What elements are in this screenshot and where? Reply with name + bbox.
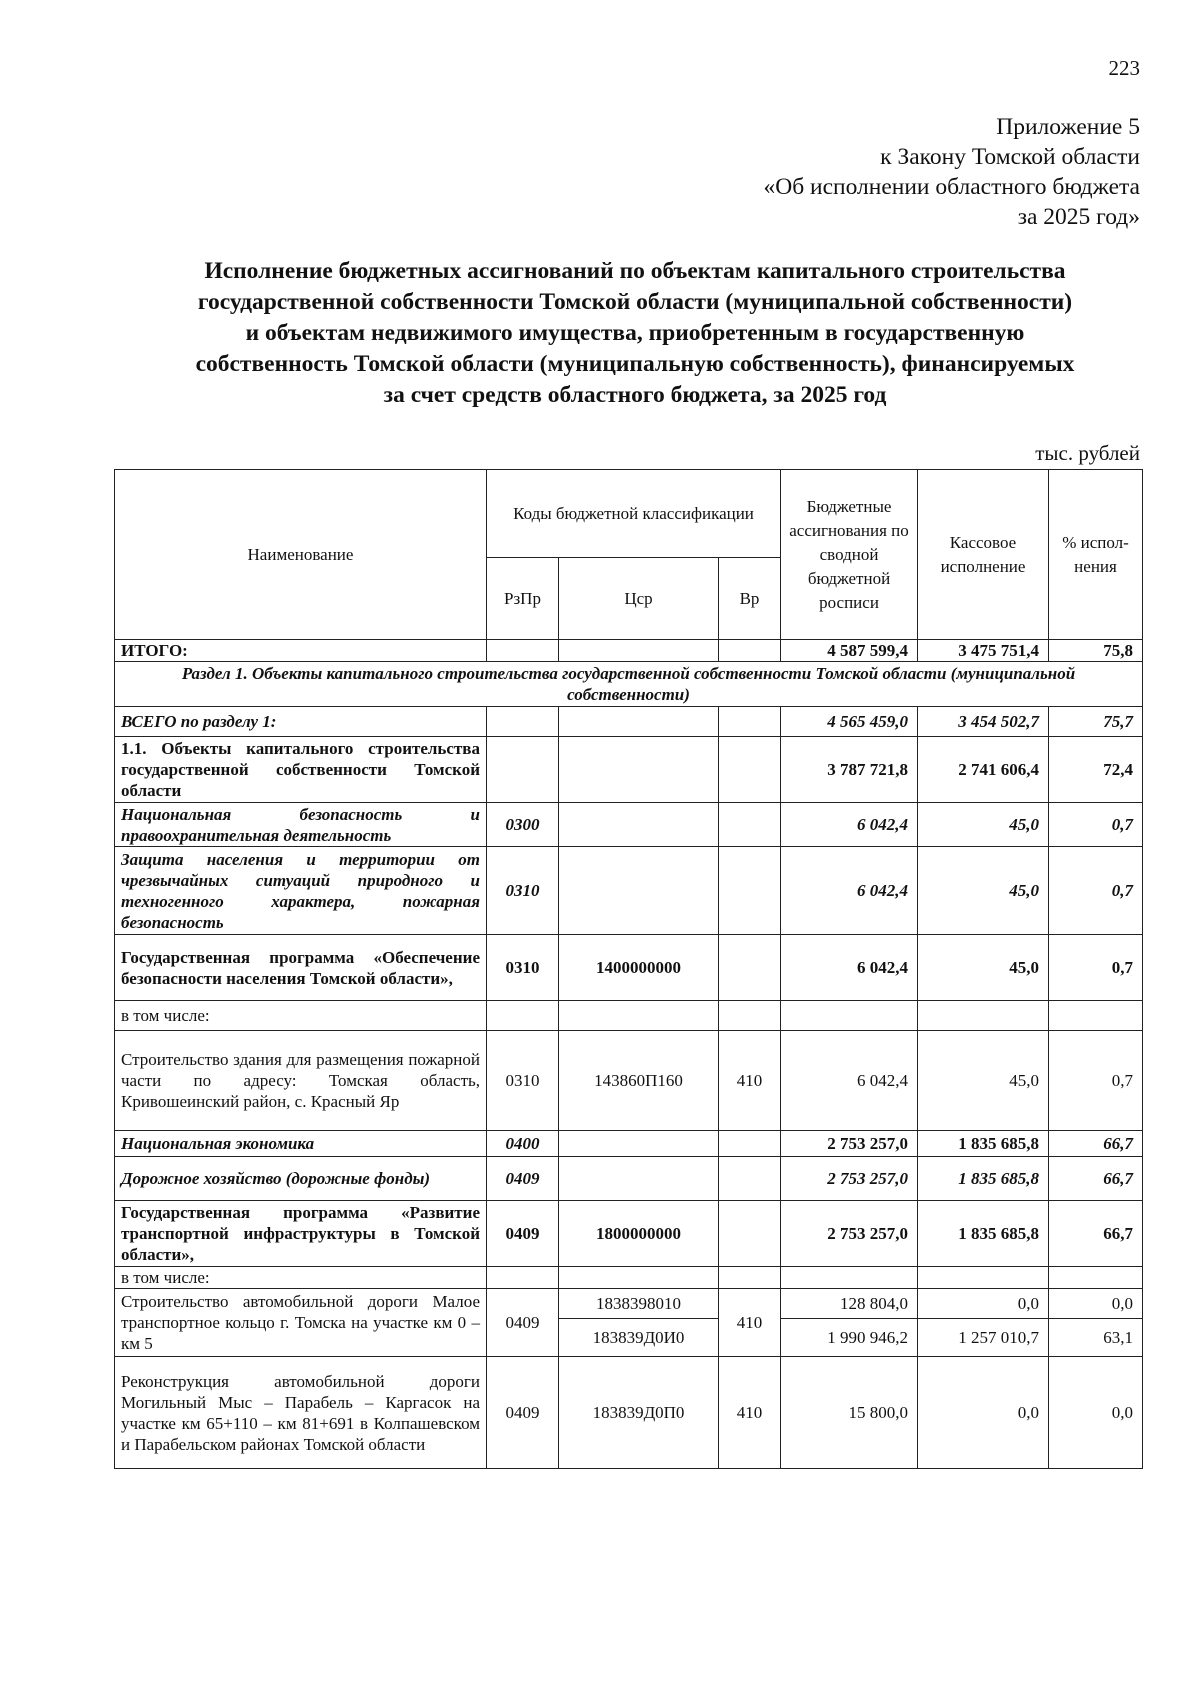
table-row	[115, 1357, 1143, 1469]
cell-vr	[719, 1157, 781, 1201]
cell-percent: 66,7	[1049, 1131, 1143, 1157]
cell-vr	[719, 1201, 781, 1267]
appendix-line: к Закону Томской области	[880, 144, 1140, 170]
cell-csr	[559, 737, 719, 803]
cell-budget: 2 753 257,0	[781, 1201, 918, 1267]
cell-cash: 45,0	[918, 847, 1049, 935]
header-percent: % испол-нения	[1049, 470, 1143, 640]
cell-csr: 183839Д0И0	[559, 1319, 719, 1357]
cell-budget: 6 042,4	[781, 1031, 918, 1131]
cell-percent: 72,4	[1049, 737, 1143, 803]
table-row	[115, 707, 1143, 737]
cell-name: Строительство автомобильной дороги Малое транспортное кольцо г. Томска на участке км 0 – км 5	[115, 1289, 487, 1357]
cell-budget: 15 800,0	[781, 1357, 918, 1469]
cell-csr	[559, 1267, 719, 1289]
cell-budget	[781, 1001, 918, 1031]
cell-budget: 6 042,4	[781, 935, 918, 1001]
cell-name: ИТОГО:	[115, 640, 487, 662]
cell-budget: 128 804,0	[781, 1289, 918, 1319]
cell-percent: 75,7	[1049, 707, 1143, 737]
cell-budget: 2 753 257,0	[781, 1131, 918, 1157]
table-row	[115, 1267, 1143, 1289]
cell-rzpr: 0400	[487, 1131, 559, 1157]
cell-percent	[1049, 1267, 1143, 1289]
table-row	[115, 935, 1143, 1001]
cell-cash: 45,0	[918, 1031, 1049, 1131]
cell-vr	[719, 1131, 781, 1157]
cell-budget: 6 042,4	[781, 803, 918, 847]
cell-csr: 183839Д0П0	[559, 1357, 719, 1469]
table-row	[115, 847, 1143, 935]
table-row-total	[115, 640, 1143, 662]
appendix-header	[600, 112, 1140, 232]
cell-csr: 1838398010	[559, 1289, 719, 1319]
cell-cash: 45,0	[918, 935, 1049, 1001]
cell-csr	[559, 640, 719, 662]
cell-vr	[719, 847, 781, 935]
title-line: Исполнение бюджетных ассигнований по объектам капитального строительства	[204, 258, 1066, 284]
cell-cash	[918, 1001, 1049, 1031]
cell-percent	[1049, 1001, 1143, 1031]
cell-rzpr	[487, 1001, 559, 1031]
cell-budget: 2 753 257,0	[781, 1157, 918, 1201]
cell-vr	[719, 935, 781, 1001]
cell-cash: 45,0	[918, 803, 1049, 847]
cell-rzpr	[487, 640, 559, 662]
cell-cash: 0,0	[918, 1289, 1049, 1319]
header-cash: Кассовое исполнение	[918, 470, 1049, 640]
header-rzpr: РзПр	[487, 558, 559, 640]
cell-rzpr: 0409	[487, 1357, 559, 1469]
cell-name: Государственная программа «Развитие транспортной инфраструктуры в Томской области»,	[115, 1201, 487, 1267]
cell-csr	[559, 847, 719, 935]
cell-rzpr: 0409	[487, 1157, 559, 1201]
table-row	[115, 1157, 1143, 1201]
cell-name: 1.1. Объекты капитального строительства государственной собственности Томской области	[115, 737, 487, 803]
cell-cash: 3 475 751,4	[918, 640, 1049, 662]
section-row	[115, 662, 1143, 707]
document-title	[100, 256, 1170, 411]
title-line: за счет средств областного бюджета, за 2025 год	[383, 382, 887, 408]
cell-name: в том числе:	[115, 1267, 487, 1289]
section-title: Раздел 1. Объекты капитального строительства государственной собственности Томской области (муниципальной собственности)	[115, 662, 1143, 707]
page-number: 223	[1108, 56, 1140, 80]
cell-rzpr: 0310	[487, 847, 559, 935]
cell-name: Строительство здания для размещения пожарной части по адресу: Томская область, Кривошеинский район, с. Красный Яр	[115, 1031, 487, 1131]
cell-name: ВСЕГО по разделу 1:	[115, 707, 487, 737]
cell-rzpr	[487, 1267, 559, 1289]
cell-percent: 75,8	[1049, 640, 1143, 662]
cell-name: Защита населения и территории от чрезвычайных ситуаций природного и техногенного характера, пожарная безопасность	[115, 847, 487, 935]
header-codes-group: Коды бюджетной классификации	[487, 470, 781, 558]
cell-vr: 410	[719, 1031, 781, 1131]
cell-csr: 1800000000	[559, 1201, 719, 1267]
cell-csr	[559, 707, 719, 737]
cell-cash: 3 454 502,7	[918, 707, 1049, 737]
table-row	[115, 803, 1143, 847]
cell-name: Дорожное хозяйство (дорожные фонды)	[115, 1157, 487, 1201]
cell-percent: 0,0	[1049, 1357, 1143, 1469]
cell-budget	[781, 1267, 918, 1289]
header-csr: Цср	[559, 558, 719, 640]
cell-rzpr: 0409	[487, 1289, 559, 1357]
cell-rzpr: 0409	[487, 1201, 559, 1267]
title-line: собственность Томской области (муниципальную собственность), финансируемых	[195, 351, 1075, 377]
table-row	[115, 1201, 1143, 1267]
appendix-line: за 2025 год»	[1017, 204, 1140, 230]
cell-name: Национальная безопасность и правоохранительная деятельность	[115, 803, 487, 847]
appendix-line: «Об исполнении областного бюджета	[763, 174, 1140, 200]
cell-percent: 0,0	[1049, 1289, 1143, 1319]
cell-vr	[719, 803, 781, 847]
cell-budget: 4 565 459,0	[781, 707, 918, 737]
cell-percent: 0,7	[1049, 935, 1143, 1001]
cell-budget: 4 587 599,4	[781, 640, 918, 662]
cell-rzpr: 0310	[487, 1031, 559, 1131]
cell-vr: 410	[719, 1357, 781, 1469]
cell-csr: 143860П160	[559, 1031, 719, 1131]
table-row	[115, 737, 1143, 803]
cell-vr: 410	[719, 1289, 781, 1357]
cell-name: Государственная программа «Обеспечение безопасности населения Томской области»,	[115, 935, 487, 1001]
table-row	[115, 1289, 1143, 1319]
cell-csr	[559, 1131, 719, 1157]
header-name: Наименование	[115, 470, 487, 640]
cell-cash: 1 257 010,7	[918, 1319, 1049, 1357]
cell-budget: 3 787 721,8	[781, 737, 918, 803]
cell-rzpr: 0300	[487, 803, 559, 847]
cell-vr	[719, 1001, 781, 1031]
cell-rzpr	[487, 737, 559, 803]
budget-table	[114, 469, 1143, 1469]
cell-csr	[559, 803, 719, 847]
cell-percent: 0,7	[1049, 803, 1143, 847]
cell-percent: 63,1	[1049, 1319, 1143, 1357]
cell-percent: 66,7	[1049, 1201, 1143, 1267]
header-vr: Вр	[719, 558, 781, 640]
cell-budget: 1 990 946,2	[781, 1319, 918, 1357]
appendix-line: Приложение 5	[996, 114, 1140, 140]
cell-vr	[719, 640, 781, 662]
cell-csr	[559, 1157, 719, 1201]
cell-cash: 1 835 685,8	[918, 1201, 1049, 1267]
cell-cash: 1 835 685,8	[918, 1131, 1049, 1157]
units-label: тыс. рублей	[1035, 441, 1140, 465]
cell-percent: 0,7	[1049, 847, 1143, 935]
cell-vr	[719, 1267, 781, 1289]
cell-rzpr	[487, 707, 559, 737]
cell-csr	[559, 1001, 719, 1031]
cell-budget: 6 042,4	[781, 847, 918, 935]
cell-cash	[918, 1267, 1049, 1289]
cell-name: Национальная экономика	[115, 1131, 487, 1157]
cell-vr	[719, 707, 781, 737]
table-row	[115, 1131, 1143, 1157]
cell-cash: 1 835 685,8	[918, 1157, 1049, 1201]
cell-csr: 1400000000	[559, 935, 719, 1001]
cell-percent: 0,7	[1049, 1031, 1143, 1131]
title-line: и объектам недвижимого имущества, приобретенным в государственную	[245, 320, 1025, 346]
cell-percent: 66,7	[1049, 1157, 1143, 1201]
table-row	[115, 1031, 1143, 1131]
title-line: государственной собственности Томской области (муниципальной собственности)	[197, 289, 1073, 315]
cell-cash: 2 741 606,4	[918, 737, 1049, 803]
cell-rzpr: 0310	[487, 935, 559, 1001]
table-row	[115, 1001, 1143, 1031]
cell-name: в том числе:	[115, 1001, 487, 1031]
header-budget: Бюджетные ассигнования по сводной бюджетной росписи	[781, 470, 918, 640]
cell-cash: 0,0	[918, 1357, 1049, 1469]
cell-name: Реконструкция автомобильной дороги Могильный Мыс – Парабель – Каргасок на участке км 65+110 – км 81+691 в Колпашевском и Парабельском районах Томской области	[115, 1357, 487, 1469]
cell-vr	[719, 737, 781, 803]
